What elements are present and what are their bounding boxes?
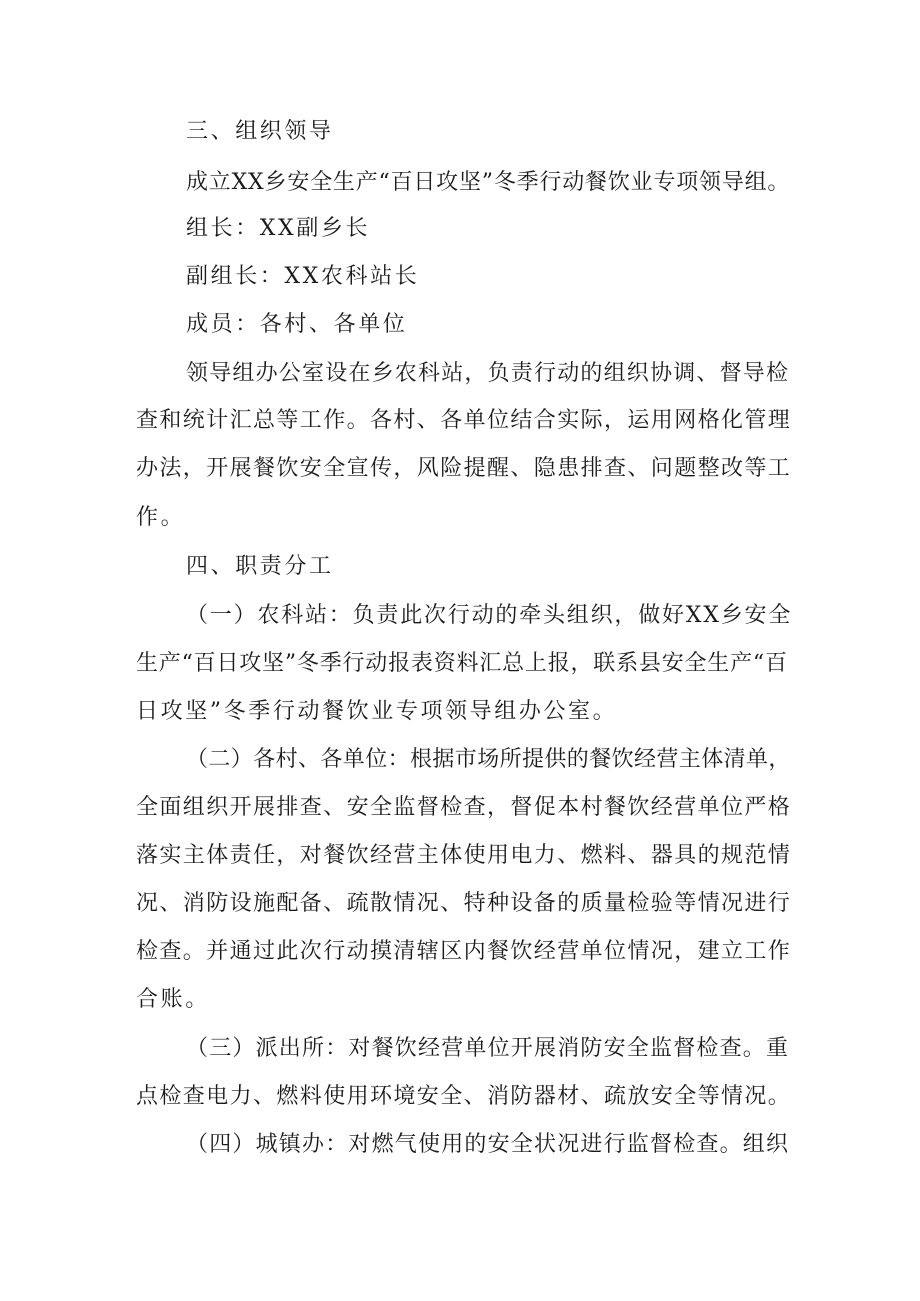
paragraph-line: 成员：各村、各单位 <box>186 312 408 337</box>
paragraph-line: 成立XX乡安全生产“百日攻坚”冬季行动餐饮业专项领导组。 <box>186 170 791 195</box>
paragraph-line: （四）城镇办：对燃气使用的安全状况进行监督检查。组织 <box>186 1132 790 1157</box>
heading-organization: 三、组织领导 <box>186 119 334 144</box>
paragraph-line: 合账。 <box>136 987 210 1012</box>
paragraph-line: （二）各村、各单位：根据市场所提供的餐饮经营主体清单， <box>186 747 791 772</box>
paragraph-line: （一）农科站：负责此次行动的牵头组织，做好XX乡安全 <box>186 603 793 628</box>
paragraph-line: 领导组办公室设在乡农科站，负责行动的组织协调、督导检 <box>186 361 790 386</box>
paragraph-line: 办法，开展餐饮安全宣传，风险提醒、隐患排查、问题整改等工 <box>136 456 792 481</box>
paragraph-line: 查和统计汇总等工作。各村、各单位结合实际，运用网格化管理 <box>136 408 792 433</box>
paragraph-line: 作。 <box>136 505 186 530</box>
paragraph-line: 生产“百日攻坚”冬季行动报表资料汇总上报，联系县安全生产“百 <box>136 651 788 676</box>
paragraph-line: 况、消防设施配备、疏散情况、特种设备的质量检验等情况进行 <box>136 891 792 916</box>
paragraph-line: 全面组织开展排查、安全监督检查，督促本村餐饮经营单位严格 <box>136 795 792 820</box>
paragraph-line: （三）派出所：对餐饮经营单位开展消防安全监督检查。重 <box>186 1036 790 1061</box>
paragraph-line: 落实主体责任，对餐饮经营主体使用电力、燃料、器具的规范情 <box>136 843 792 868</box>
paragraph-line: 日攻坚”冬季行动餐饮业专项领导组办公室。 <box>136 699 618 724</box>
paragraph-line: 组长：XX副乡长 <box>186 216 371 241</box>
heading-duties: 四、职责分工 <box>186 554 334 579</box>
paragraph-line: 检查。并通过此次行动摸清辖区内餐饮经营单位情况，建立工作 <box>136 939 792 964</box>
paragraph-line: 点检查电力、燃料使用环境安全、消防器材、疏放安全等情况。 <box>136 1084 792 1109</box>
paragraph-line: 副组长：XX农科站长 <box>186 264 420 289</box>
